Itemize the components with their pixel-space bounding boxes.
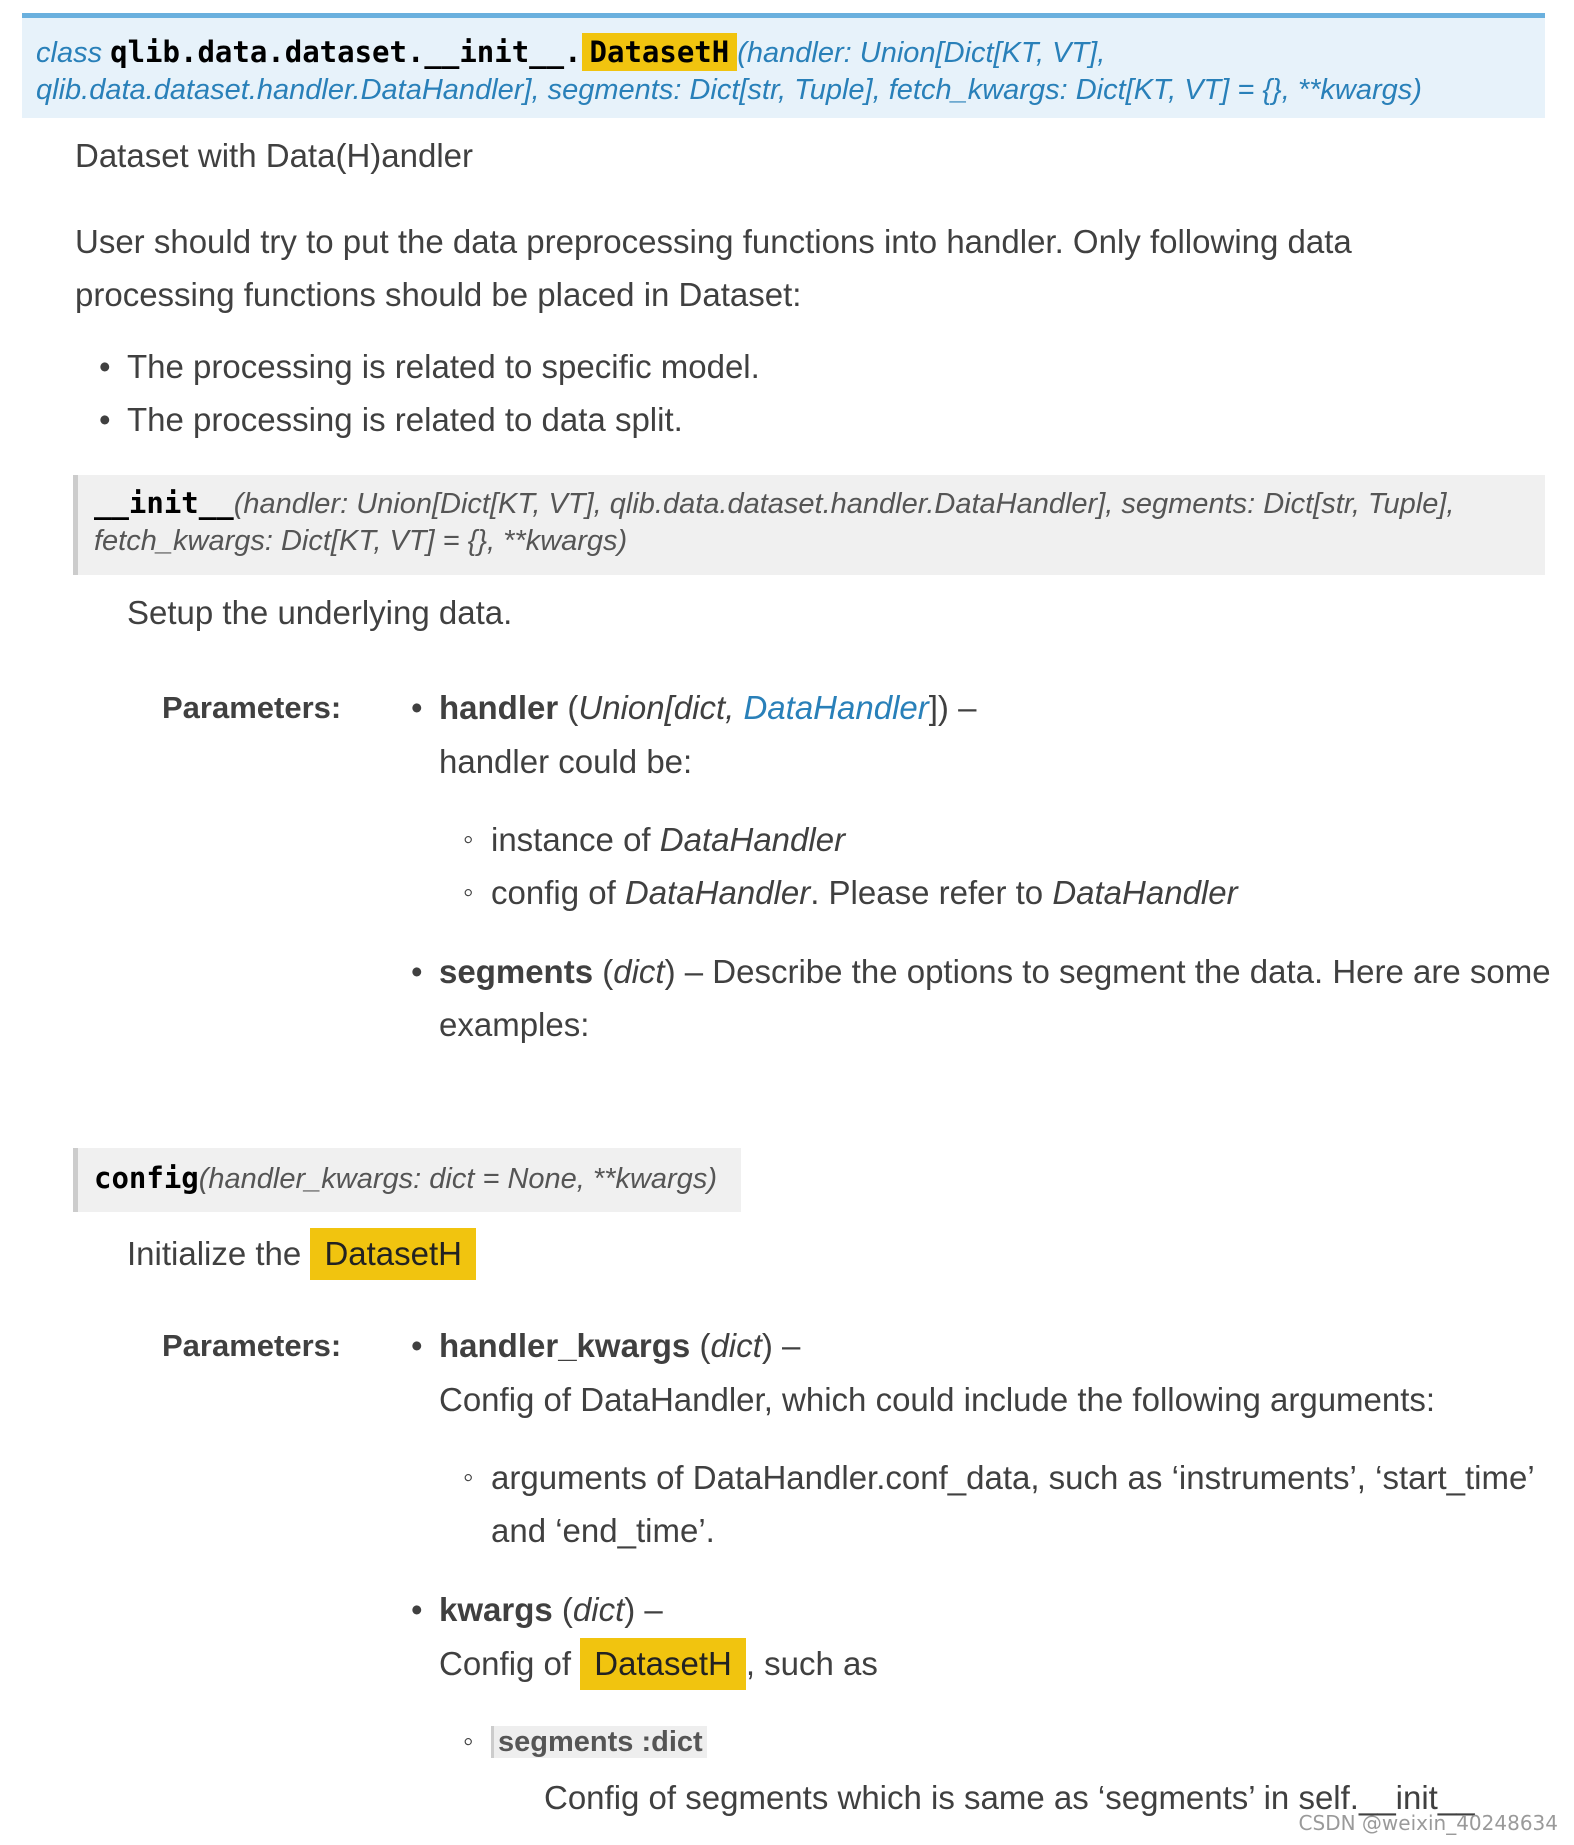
datahandler-link[interactable]: DataHandler <box>743 689 929 726</box>
handler-kwargs-option-line-1: ◦ arguments of DataHandler.conf_data, such as ‘instruments’, ‘start_time’ <box>491 1458 1535 1498</box>
param-handler-kwargs-type: dict <box>710 1327 762 1364</box>
param-handler-type-close: ]) – <box>928 689 977 726</box>
init-params-label: Parameters: <box>162 690 342 725</box>
param-handler-desc: handler could be: <box>439 743 693 780</box>
param-handler-kwargs-desc: Config of DataHandler, which could include the following arguments: <box>439 1381 1436 1418</box>
handler-option-2-ref: DataHandler <box>624 874 811 911</box>
class-params-line-2: qlib.data.dataset.handler.DataHandler], segments: Dict[str, Tuple], fetch_kwargs: Dict[KT, VT] = {}, **kwargs) <box>36 74 1422 106</box>
class-summary: Dataset with Data(H)andler <box>75 137 473 174</box>
class-name-highlight[interactable]: DatasetH <box>582 33 738 71</box>
handler-option-1-ref: DataHandler <box>659 821 846 858</box>
config-method-params: (handler_kwargs: dict = None, **kwargs) <box>198 1163 717 1195</box>
init-method-signature <box>73 475 1545 575</box>
config-params-label: Parameters: <box>162 1328 342 1363</box>
param-segments-type: dict <box>613 953 665 990</box>
param-handler-name: handler <box>439 689 559 726</box>
intro-bullet-1: • The processing is related to specific model. <box>127 347 760 387</box>
param-kwargs-desc <box>439 1638 878 1690</box>
config-description <box>127 1228 476 1280</box>
param-kwargs-desc-text: Config of <box>439 1645 572 1682</box>
param-segments-name: segments <box>439 953 594 990</box>
handler-option-1 <box>491 820 845 860</box>
param-kwargs-highlight[interactable]: DatasetH <box>580 1638 746 1690</box>
init-method-name: __init__ <box>94 486 234 520</box>
handler-option-2-middle: . Please refer to <box>810 874 1053 911</box>
param-handler <box>439 688 976 728</box>
param-kwargs-type: dict <box>572 1591 625 1628</box>
config-method-name: config <box>94 1161 199 1195</box>
init-params-line-1: (handler: Union[Dict[KT, VT], qlib.data.dataset.handler.DataHandler], segments: Dict[str, Tuple], <box>233 488 1455 520</box>
handler-option-1-text: instance of <box>491 821 660 858</box>
handler-option-2 <box>491 873 1238 913</box>
param-kwargs-desc-suffix: , such as <box>745 1645 878 1682</box>
handler-option-2-ref2: DataHandler <box>1052 874 1238 911</box>
class-signature <box>22 13 1545 118</box>
watermark: CSDN @weixin_40248634 <box>1298 1811 1558 1835</box>
param-handler-type: Union[dict, <box>578 689 744 726</box>
param-kwargs-name: kwargs <box>439 1591 553 1628</box>
init-params-line-2: fetch_kwargs: Dict[KT, VT] = {}, **kwargs) <box>94 525 628 557</box>
kwargs-sub-item <box>491 1722 707 1762</box>
intro-bullet-2: • The processing is related to data split. <box>127 400 683 440</box>
config-description-text: Initialize the <box>127 1235 302 1272</box>
param-handler-kwargs-name: handler_kwargs <box>439 1327 691 1364</box>
param-handler-type-open: ( <box>567 689 579 726</box>
handler-kwargs-option-line-2: and ‘end_time’. <box>491 1512 715 1549</box>
init-description: Setup the underlying data. <box>127 594 513 631</box>
param-handler-kwargs: • handler_kwargs (dict) – <box>439 1326 800 1366</box>
class-module-path: qlib.data.dataset.__init__. <box>110 35 582 69</box>
config-method-signature <box>73 1148 741 1212</box>
kwargs-sub-item-label: segments :dict <box>491 1726 707 1758</box>
handler-option-2-text: config of <box>491 874 625 911</box>
param-segments: • segments (dict) – Describe the options to segment the data. Here are some <box>439 952 1551 992</box>
param-kwargs: • kwargs (dict) – <box>439 1590 663 1630</box>
config-description-highlight[interactable]: DatasetH <box>310 1228 476 1280</box>
kwargs-sub-desc: Config of segments which is same as ‘segments’ in self.__init__ <box>544 1779 1475 1816</box>
param-segments-desc-2: examples: <box>439 1006 590 1043</box>
param-segments-desc: – Describe the options to segment the data. Here are some <box>684 953 1551 990</box>
class-params-line-1: (handler: Union[Dict[KT, VT], <box>737 37 1106 69</box>
class-signature-line-1 <box>36 34 1531 72</box>
class-description: User should try to put the data preprocessing functions into handler. Only following data processing functions should be placed in Dataset: <box>75 223 1352 313</box>
class-keyword: class <box>36 37 103 69</box>
